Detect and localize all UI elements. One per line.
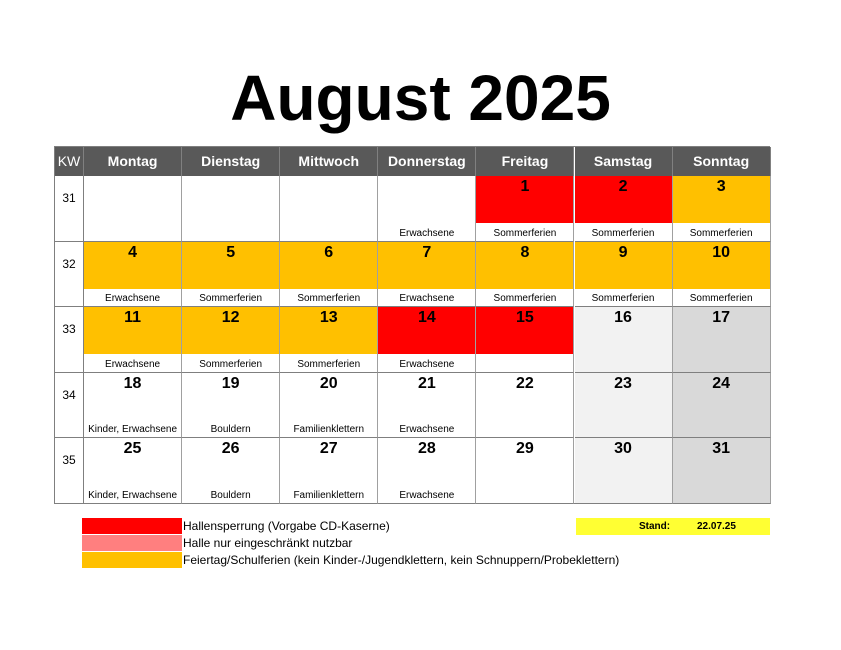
week-number: 35	[55, 438, 84, 504]
day-note: Sommerferien	[297, 293, 361, 305]
stand-box	[576, 518, 770, 535]
legend-label: Halle nur eingeschränkt nutzbar	[183, 536, 353, 550]
day-number: 19	[221, 374, 240, 392]
day-number: 16	[614, 309, 632, 327]
calendar-grid	[54, 146, 770, 504]
week-number: 34	[55, 373, 84, 439]
day-cell	[476, 307, 574, 373]
day-number: 23	[614, 374, 632, 392]
day-number: 6	[324, 243, 334, 261]
day-cell	[673, 307, 771, 373]
day-cell	[378, 176, 476, 242]
day-cell	[280, 307, 378, 373]
day-cell	[575, 373, 673, 439]
day-cell	[84, 242, 182, 308]
page-title: August 2025	[230, 62, 611, 134]
day-number: 10	[712, 243, 731, 261]
day-number: 18	[123, 374, 142, 392]
day-note: Erwachsene	[105, 293, 161, 305]
legend-swatch	[82, 535, 182, 551]
day-cell	[575, 307, 673, 373]
day-number: 21	[417, 374, 436, 392]
day-cell	[280, 176, 378, 242]
day-number: 17	[712, 309, 731, 327]
day-number: 22	[516, 374, 534, 392]
day-number: 15	[516, 309, 534, 327]
day-status-fill	[84, 176, 181, 223]
day-number: 7	[422, 243, 432, 261]
day-number: 25	[123, 440, 142, 458]
day-note: Erwachsene	[399, 424, 455, 436]
day-number: 30	[614, 440, 632, 458]
day-cell	[84, 176, 182, 242]
day-number: 13	[319, 309, 338, 327]
week-number: 33	[55, 307, 84, 373]
day-number: 9	[618, 243, 628, 261]
header-day: Montag	[84, 147, 182, 176]
legend-swatch	[82, 518, 182, 534]
day-number: 14	[417, 309, 436, 327]
day-cell	[182, 438, 280, 504]
day-number: 11	[124, 309, 141, 327]
day-cell	[378, 242, 476, 308]
day-number: 27	[319, 440, 338, 458]
day-number: 1	[520, 178, 530, 195]
day-cell	[673, 176, 771, 242]
day-cell	[476, 373, 574, 439]
day-number: 12	[221, 309, 240, 327]
header-day: Donnerstag	[378, 147, 476, 176]
day-cell	[575, 176, 673, 242]
day-note: Familienklettern	[293, 489, 365, 501]
day-cell	[673, 242, 771, 308]
day-status-fill	[280, 176, 377, 223]
week-number: 31	[55, 176, 84, 242]
day-note: Erwachsene	[105, 358, 161, 370]
day-number: 29	[516, 440, 534, 458]
day-number: 4	[128, 243, 137, 261]
day-note: Sommerferien	[689, 227, 753, 239]
header-day: Sonntag	[673, 147, 771, 176]
day-status-fill	[378, 176, 475, 223]
day-note: Familienklettern	[293, 424, 365, 436]
day-number: 31	[712, 440, 731, 458]
day-cell	[673, 438, 771, 504]
header-kw: KW	[55, 147, 84, 176]
day-number: 2	[618, 178, 628, 195]
day-note: Sommerferien	[591, 293, 655, 305]
day-cell	[476, 176, 574, 242]
week-number: 32	[55, 242, 84, 308]
day-number: 8	[520, 243, 530, 261]
day-note: Erwachsene	[399, 227, 455, 239]
day-cell	[84, 438, 182, 504]
stand-value: 22.07.25	[697, 521, 736, 532]
day-cell	[84, 307, 182, 373]
day-note: Sommerferien	[591, 227, 655, 239]
day-note: Sommerferien	[493, 293, 557, 305]
legend-label: Feiertag/Schulferien (kein Kinder-/Jugendklettern, kein Schnuppern/Probeklettern)	[183, 553, 620, 567]
day-cell	[182, 176, 280, 242]
day-cell	[84, 373, 182, 439]
day-note: Sommerferien	[493, 227, 557, 239]
header-day: Mittwoch	[280, 147, 378, 176]
day-cell	[280, 242, 378, 308]
stand-label: Stand:	[639, 521, 671, 532]
day-cell	[280, 438, 378, 504]
day-number: 24	[712, 374, 731, 392]
day-note: Kinder, Erwachsene	[88, 489, 178, 501]
day-cell	[575, 438, 673, 504]
day-cell	[476, 242, 574, 308]
day-cell	[378, 438, 476, 504]
day-cell	[182, 307, 280, 373]
day-cell	[182, 373, 280, 439]
day-note: Sommerferien	[199, 358, 263, 370]
day-note: Bouldern	[210, 424, 251, 436]
day-note: Erwachsene	[399, 489, 455, 501]
header-day: Dienstag	[182, 147, 280, 176]
day-note: Sommerferien	[689, 293, 753, 305]
day-cell	[575, 242, 673, 308]
day-status-fill	[182, 176, 279, 223]
day-cell	[673, 373, 771, 439]
day-note: Erwachsene	[399, 358, 455, 370]
day-note: Erwachsene	[399, 293, 455, 305]
day-cell	[476, 438, 574, 504]
day-cell	[378, 373, 476, 439]
day-note: Sommerferien	[199, 293, 263, 305]
day-number: 3	[716, 178, 726, 195]
legend-label: Hallensperrung (Vorgabe CD-Kaserne)	[183, 519, 390, 533]
header-day: Freitag	[476, 147, 574, 176]
legend-swatch	[82, 552, 182, 568]
day-number: 5	[226, 243, 236, 261]
day-cell	[378, 307, 476, 373]
header-day: Samstag	[575, 147, 673, 176]
day-number: 26	[221, 440, 240, 458]
day-note: Kinder, Erwachsene	[88, 424, 178, 436]
day-note: Bouldern	[210, 489, 251, 501]
day-cell	[280, 373, 378, 439]
day-cell	[182, 242, 280, 308]
day-number: 20	[319, 374, 338, 392]
day-number: 28	[417, 440, 436, 458]
day-note: Sommerferien	[297, 358, 361, 370]
